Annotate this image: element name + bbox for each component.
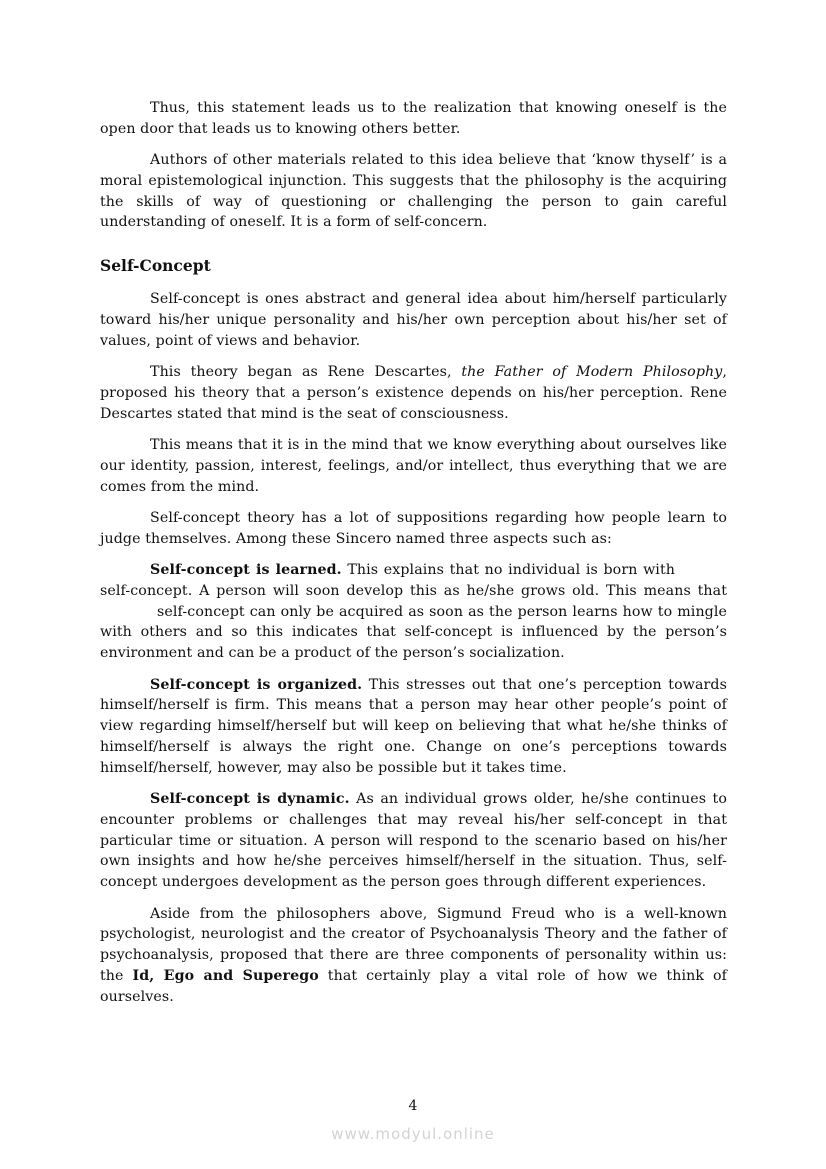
freud-text-b: that certainly play a vital role of how we think of ourselves.: [100, 967, 727, 1005]
mind-paragraph: This means that it is in the mind that we know everything about ourselves like our identity, passion, interest, feelings, and/or intellect, thus everything that we are comes from the mind.: [100, 437, 727, 495]
learned-text-c: self-concept can only be acquired as soon as the person learns how to mingle with others and so this indicates that self-concept is influenced by the person’s environment and can be a product of the person’s socialization.: [100, 603, 727, 662]
learned-text-a: This explains that no individual is born with: [347, 562, 675, 579]
page-number: 4: [408, 1098, 418, 1114]
learned-text-b: self-concept. A person will soon develop this as he/she grows old. This means that: [100, 582, 727, 599]
dynamic-term: Self-concept is dynamic.: [150, 791, 350, 808]
learned-paragraph: [100, 560, 727, 664]
descartes-text-b: , proposed his theory that a person’s existence depends on his/her perception. Rene Descartes stated that mind is the seat of consciousness.: [100, 364, 727, 422]
self-concept-definition: Self-concept is ones abstract and general idea about him/herself particularly toward his/her unique personality and his/her own perception about his/her set of values, point of views and behavior.: [100, 291, 727, 349]
freud-text-a: Aside from the philosophers above, Sigmund Freud who is a well-known psychologist, neurologist and the creator of Psychoanalysis Theory and the father of psychoanalysis, proposed that there are three components of personality within us: the: [100, 905, 727, 984]
learned-term: Self-concept is learned.: [150, 562, 342, 579]
document-page: [100, 98, 727, 1018]
descartes-paragraph: [100, 362, 727, 424]
freud-components: Id, Ego and Superego: [132, 967, 319, 984]
descartes-text-a: This theory began as Rene Descartes,: [150, 364, 452, 381]
organized-term: Self-concept is organized.: [150, 676, 363, 693]
organized-text: This stresses out that one’s perception towards himself/herself is firm. This means that a person may hear other people’s point of view regarding himself/herself but will keep on believing that what he/she thinks of himself/herself is always the right one. Change on one’s perceptions towards himself/herself, however, may also be possible but it takes time.: [100, 676, 727, 776]
dynamic-text: As an individual grows older, he/she continues to encounter problems or challenges that may reveal his/her self-concept in that particular time or situation. A person will respond to the scenario based on his/her own insights and how he/she perceives himself/herself in the situation. Thus, self-concept undergoes development as the person goes through different experiences.: [100, 791, 727, 891]
section-heading: Self-Concept: [100, 256, 211, 276]
organized-paragraph: [100, 675, 727, 779]
suppositions-paragraph: Self-concept theory has a lot of suppositions regarding how people learn to judge themselves. Among these Sincero named three aspects such as:: [100, 509, 727, 547]
intro-paragraph-1: Thus, this statement leads us to the realization that knowing oneself is the open door that leads us to knowing others better.: [100, 100, 727, 137]
descartes-title: the Father of Modern Philosophy: [461, 364, 723, 381]
dynamic-paragraph: [100, 789, 727, 893]
freud-paragraph: [100, 904, 727, 1008]
intro-paragraph-2: Authors of other materials related to this idea believe that ‘know thyself’ is a moral epistemological injunction. This suggests that the philosophy is the acquiring the skills of way of questioning or challenging the person to gain careful understanding of oneself. It is a form of self-concern.: [100, 152, 727, 231]
watermark: www.modyul.online: [331, 1125, 495, 1143]
